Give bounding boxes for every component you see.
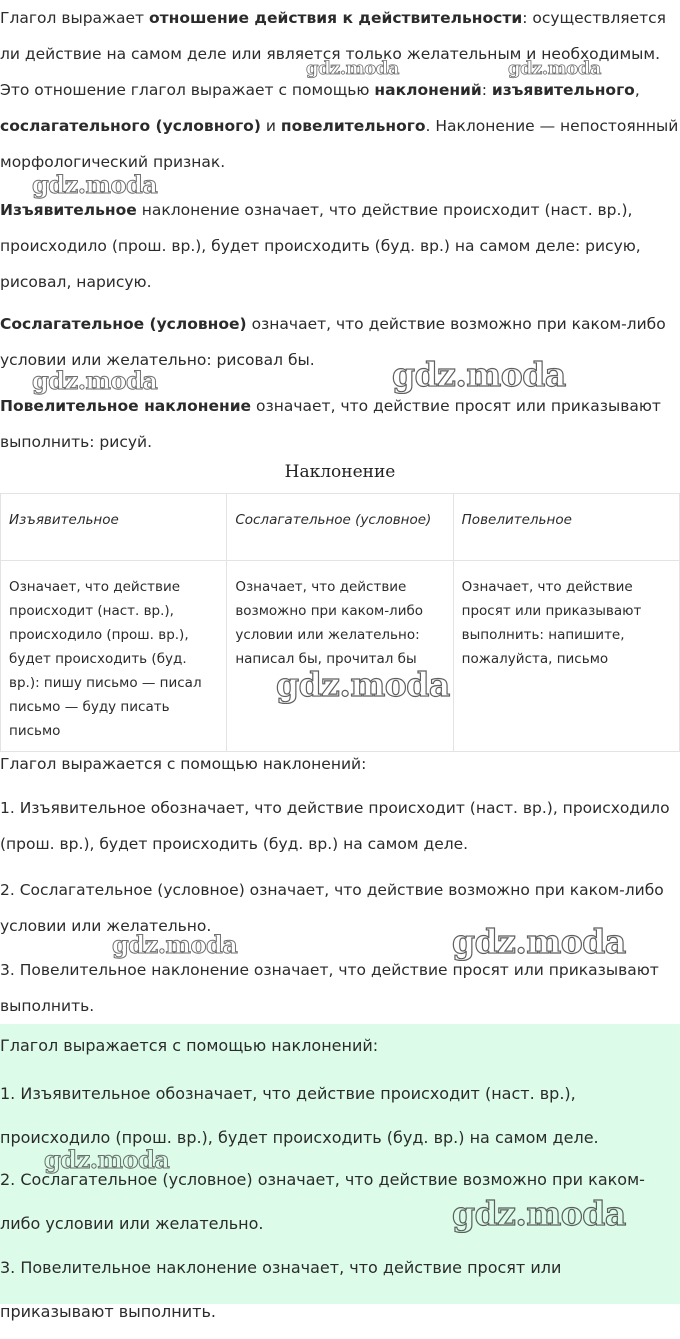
watermark: gdz.moda xyxy=(112,930,238,959)
answer-item: 3. Повелительное наклонение означает, что действие просят или приказывают выполнить. xyxy=(0,1258,562,1321)
watermark: gdz.moda xyxy=(32,366,158,395)
answer-item: 1. Изъявительное обозначает, что действие происходит (наст. вр.), происходило (прош. вр.), будет происходить (буд. вр.) на самом деле. xyxy=(0,799,670,853)
watermark: gdz.moda xyxy=(392,355,566,394)
mood-term: Сослагательное (условное) xyxy=(0,315,247,333)
intro-bold: отношение действия к действительности xyxy=(148,9,523,27)
watermark: gdz.moda xyxy=(306,58,399,79)
mood-description: наклонение означает, что действие происходит (наст. вр.), происходило (прош. вр.), будет происходить (буд. вр.) на самом деле: рисую, рисовал, нарисую. xyxy=(0,201,641,291)
mood-description: означает, что действие возможно при каком-либо условии или желательно: рисовал бы. xyxy=(0,315,666,369)
table-header-cell: Сослагательное (условное) xyxy=(227,494,453,561)
intro-text: : xyxy=(481,81,492,99)
mood-term: Изъявительное xyxy=(0,201,137,219)
answer-item: 3. Повелительное наклонение означает, что действие просят или приказывают выполнить. xyxy=(0,961,659,1015)
table-cell: Означает, что действие просят или приказывают выполнить: напишите, пожалуйста, письмо xyxy=(453,561,679,752)
answer-item: 2. Сослагательное (условное) означает, что действие возможно при каком-либо условии или желательно. xyxy=(0,1170,645,1233)
table-cell: Означает, что действие происходит (наст. вр.), происходило (прош. вр.), будет происходить (буд. вр.): пишу письмо — писал письмо — буду писать письмо xyxy=(1,561,227,752)
watermark: gdz.moda xyxy=(452,1194,626,1233)
intro-text: Глагол выражает xyxy=(0,9,149,27)
answer-lead: Глагол выражается с помощью наклонений: xyxy=(0,755,367,773)
watermark: gdz.moda xyxy=(44,1145,170,1174)
mood-table xyxy=(0,493,680,752)
intro-text: : осуществляется ли действие на самом деле или является только желательным и необходимым. Это отношение глагол выражает с помощью xyxy=(0,9,666,99)
intro-text: и xyxy=(260,117,281,135)
table-cell: Означает, что действие возможно при каком-либо условии или желательно: написал бы, прочитал бы xyxy=(227,561,453,752)
mood-term: Повелительное наклонение xyxy=(0,397,252,415)
watermark: gdz.moda xyxy=(32,170,158,199)
answer-item: 2. Сослагательное (условное) означает, что действие возможно при каком-либо условии или желательно. xyxy=(0,881,664,935)
intro-text: . Наклонение — непостоянный морфологический признак. xyxy=(0,117,679,171)
intro-text: , xyxy=(634,81,640,99)
intro-paragraph xyxy=(0,0,680,180)
intro-bold: наклонений xyxy=(374,81,482,99)
answer-item: 1. Изъявительное обозначает, что действие происходит (наст. вр.), происходило (прош. вр.), будет происходить (буд. вр.) на самом деле. xyxy=(0,1084,599,1147)
watermark: gdz.moda xyxy=(452,922,626,961)
answer-lead: Глагол выражается с помощью наклонений: xyxy=(0,1036,379,1055)
watermark: gdz.moda xyxy=(276,665,450,704)
intro-bold: сослагательного (условного) xyxy=(0,117,261,135)
mood-imperative xyxy=(0,388,680,460)
intro-bold: повелительного xyxy=(280,117,426,135)
watermark: gdz.moda xyxy=(508,58,601,79)
table-header-cell: Изъявительное xyxy=(1,494,227,561)
table-header-cell: Повелительное xyxy=(453,494,679,561)
table-title: Наклонение xyxy=(284,462,396,482)
mood-description: означает, что действие просят или приказывают выполнить: рисуй. xyxy=(0,397,661,451)
table-header-row xyxy=(1,494,680,561)
intro-bold: изъявительного xyxy=(491,81,635,99)
mood-indicative xyxy=(0,192,680,300)
table-row xyxy=(1,561,680,752)
